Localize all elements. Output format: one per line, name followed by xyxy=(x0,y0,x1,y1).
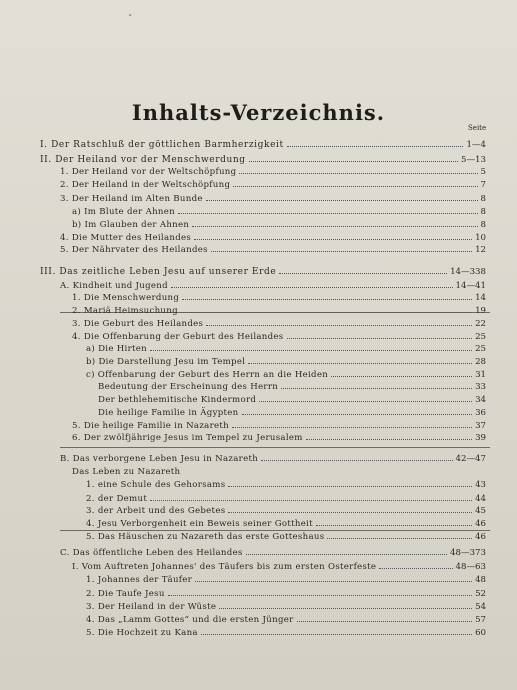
dot-leader xyxy=(228,478,472,487)
toc-entry-title: C. Das öffentliche Leben des Heilandes xyxy=(60,548,243,558)
toc-entry-title: 1. Der Heiland vor der Weltschöpfung xyxy=(60,167,237,177)
toc-entry-title: B. Das verborgene Leben Jesu in Nazareth xyxy=(60,454,259,464)
dot-leader xyxy=(168,587,472,596)
toc-entry-title: 2. Mariä Heimsuchung xyxy=(72,306,178,316)
toc-entry-page: 25 xyxy=(475,332,486,342)
toc-entry-title: 6. Der zwölfjährige Jesus im Tempel zu Jerusalem xyxy=(72,433,303,443)
dot-leader xyxy=(201,626,472,635)
toc-entry xyxy=(86,600,486,612)
toc-entry-title: Die heilige Familie in Ägypten xyxy=(98,408,239,418)
dot-leader xyxy=(246,546,447,555)
dot-leader xyxy=(287,330,473,339)
toc-entry-page: 46 xyxy=(475,519,486,529)
toc-entry xyxy=(60,231,486,243)
print-mark: ˇ xyxy=(128,15,133,25)
toc-entry-page: 48—373 xyxy=(450,548,486,558)
toc-entry xyxy=(72,205,486,217)
dot-leader xyxy=(297,613,473,622)
toc-entry-page: 8 xyxy=(480,220,486,230)
dot-leader xyxy=(327,530,472,539)
toc-entry-page: 10 xyxy=(475,233,486,243)
toc-entry xyxy=(86,573,486,585)
toc-entry-page: 8 xyxy=(480,207,486,217)
toc-entry xyxy=(86,517,486,529)
toc-entry-page: 37 xyxy=(475,421,486,431)
dot-leader xyxy=(261,452,452,461)
toc-entry-page: 14—338 xyxy=(450,267,486,277)
dot-leader xyxy=(150,342,472,351)
toc-entry-page: 19 xyxy=(475,306,486,316)
dot-leader xyxy=(248,355,472,364)
dot-leader xyxy=(316,517,472,526)
page-title: Inhalts-Verzeichnis. xyxy=(131,100,386,125)
toc-entry-page: 57 xyxy=(475,615,486,625)
toc-entry xyxy=(60,546,486,558)
toc-entry xyxy=(60,243,486,255)
toc-entry-title: 3. Der Heiland in der Wüste xyxy=(86,602,217,612)
toc-entry-title: 4. Die Offenbarung der Geburt des Heilandes xyxy=(72,332,284,342)
dot-leader xyxy=(171,279,453,288)
toc-entry-title: III. Das zeitliche Leben Jesu auf unserer Erde xyxy=(40,267,277,277)
dot-leader xyxy=(206,317,472,326)
toc-entry-title: 1. Johannes der Täufer xyxy=(86,575,193,585)
toc-entry-page: 48—63 xyxy=(455,562,486,572)
toc-entry-page: 54 xyxy=(475,602,486,612)
toc-entry-title: I. Der Ratschluß der göttlichen Barmherzigkeit xyxy=(40,140,284,150)
toc-entry-title: 1. eine Schule des Gehorsams xyxy=(86,480,226,490)
toc-entry-title: 3. Die Geburt des Heilandes xyxy=(72,319,204,329)
toc-entry xyxy=(86,492,486,504)
toc-entry-title: 5. Die Hochzeit zu Kana xyxy=(86,628,198,638)
toc-entry-page: 5 xyxy=(480,167,486,177)
toc-entry xyxy=(60,279,486,291)
toc-entry xyxy=(98,380,486,392)
dot-leader xyxy=(232,419,472,428)
toc-entry xyxy=(60,192,486,204)
dot-leader xyxy=(279,265,447,274)
dot-leader xyxy=(331,368,472,377)
toc-entry-page: 60 xyxy=(475,628,486,638)
toc-entry-title: 4. Das „Lamm Gottes“ und die ersten Jünger xyxy=(86,615,294,625)
toc-entry-title: c) Offenbarung der Geburt des Herrn an die Heiden xyxy=(86,370,329,380)
toc-entry xyxy=(72,419,486,431)
toc-entry-title: 5. Der Nährvater des Heilandes xyxy=(60,245,208,255)
toc-entry-title: 3. der Arbeit und des Gebetes xyxy=(86,506,226,516)
toc-entry xyxy=(86,613,486,625)
section-divider xyxy=(60,447,490,448)
toc-entry xyxy=(60,165,486,177)
toc-entry xyxy=(72,466,486,478)
dot-leader xyxy=(150,492,472,501)
toc-entry-page: 33 xyxy=(475,382,486,392)
toc-entry-title: Der bethlehemitische Kindermord xyxy=(98,395,257,405)
page-column-label: Seite xyxy=(468,124,487,132)
toc-entry-title: 4. Jesu Verborgenheit ein Beweis seiner Gottheit xyxy=(86,519,313,529)
dot-leader xyxy=(287,138,464,147)
toc-entry xyxy=(72,330,486,342)
toc-entry xyxy=(86,587,486,599)
toc-entry-page: 36 xyxy=(475,408,486,418)
toc-entry xyxy=(72,304,486,316)
toc-entry-page: 34 xyxy=(475,395,486,405)
dot-leader xyxy=(259,393,472,402)
dot-leader xyxy=(182,291,472,300)
toc-entry-title: 4. Die Mutter des Heilandes xyxy=(60,233,192,243)
dot-leader xyxy=(181,304,472,313)
toc-entry-title: 2. Die Taufe Jesu xyxy=(86,589,165,599)
toc-entry xyxy=(98,393,486,405)
toc-entry-title: 1. Die Menschwerdung xyxy=(72,293,180,303)
toc-entry-page: 48 xyxy=(475,575,486,585)
toc-entry xyxy=(86,504,486,516)
dot-leader xyxy=(239,165,477,174)
dot-leader xyxy=(379,560,452,569)
toc-entry-title: I. Vom Auftreten Johannes' des Täufers bis zum ersten Osterfeste xyxy=(72,562,377,572)
toc-entry xyxy=(72,560,486,572)
toc-entry xyxy=(86,530,486,542)
toc-entry-page: 14—41 xyxy=(455,281,486,291)
toc-entry xyxy=(40,265,486,277)
dot-leader xyxy=(228,504,472,513)
toc-entry-page: 52 xyxy=(475,589,486,599)
toc-entry-page: 1—4 xyxy=(466,140,486,150)
toc-entry xyxy=(72,291,486,303)
toc-entry-page: 5—13 xyxy=(461,155,486,165)
dot-leader xyxy=(195,573,472,582)
toc-entry-title: a) Die Hirten xyxy=(86,344,147,354)
toc-entry-title: 5. Das Häuschen zu Nazareth das erste Gotteshaus xyxy=(86,532,325,542)
dot-leader xyxy=(219,600,472,609)
toc-entry-page: 12 xyxy=(475,245,486,255)
toc-entry xyxy=(86,368,486,380)
toc-entry-title: a) Im Blute der Ahnen xyxy=(72,207,175,217)
toc-entry-page: 43 xyxy=(475,480,486,490)
dot-leader xyxy=(242,406,473,415)
toc-entry xyxy=(60,178,486,190)
dot-leader xyxy=(194,231,472,240)
toc-entry-page: 14 xyxy=(475,293,486,303)
toc-entry-title: 3. Der Heiland im Alten Bunde xyxy=(60,194,203,204)
toc-entry xyxy=(86,478,486,490)
dot-leader xyxy=(178,205,478,214)
toc-entry-page: 25 xyxy=(475,344,486,354)
dot-leader xyxy=(281,380,472,389)
toc-entry-title: Bedeutung der Erscheinung des Herrn xyxy=(98,382,279,392)
dot-leader xyxy=(206,192,478,201)
toc-entry-page: 45 xyxy=(475,506,486,516)
dot-leader xyxy=(233,178,477,187)
toc-entry xyxy=(40,138,486,150)
toc-entry-title: Das Leben zu Nazareth xyxy=(72,467,181,477)
toc-entry-title: 5. Die heilige Familie in Nazareth xyxy=(72,421,229,431)
toc-entry xyxy=(86,355,486,367)
toc-entry-title: A. Kindheit und Jugend xyxy=(60,281,168,291)
dot-leader xyxy=(192,218,477,227)
toc-entry xyxy=(72,317,486,329)
toc-entry xyxy=(40,153,486,165)
toc-entry-page: 8 xyxy=(480,194,486,204)
toc-entry xyxy=(86,342,486,354)
toc-entry-title: 2. Der Heiland in der Weltschöpfung xyxy=(60,180,231,190)
toc-entry-page: 39 xyxy=(475,433,486,443)
toc-entry-page: 28 xyxy=(475,357,486,367)
dot-leader xyxy=(249,153,458,162)
toc-entry-page: 44 xyxy=(475,494,486,504)
toc-entry-title: 2. der Demut xyxy=(86,494,148,504)
toc-entry xyxy=(72,431,486,443)
toc-entry-page: 22 xyxy=(475,319,486,329)
toc-entry-title: II. Der Heiland vor der Menschwerdung xyxy=(40,155,246,165)
toc-entry-title: b) Im Glauben der Ahnen xyxy=(72,220,190,230)
dot-leader xyxy=(211,243,472,252)
toc-entry xyxy=(98,406,486,418)
toc-entry-title: b) Die Darstellung Jesu im Tempel xyxy=(86,357,246,367)
toc-entry xyxy=(72,218,486,230)
toc-entry-page: 46 xyxy=(475,532,486,542)
dot-leader xyxy=(306,431,472,440)
toc-entry-page: 31 xyxy=(475,370,486,380)
toc-entry-page: 7 xyxy=(480,180,486,190)
toc-entry xyxy=(60,452,486,464)
toc-entry-page: 42—47 xyxy=(455,454,486,464)
toc-entry xyxy=(86,626,486,638)
